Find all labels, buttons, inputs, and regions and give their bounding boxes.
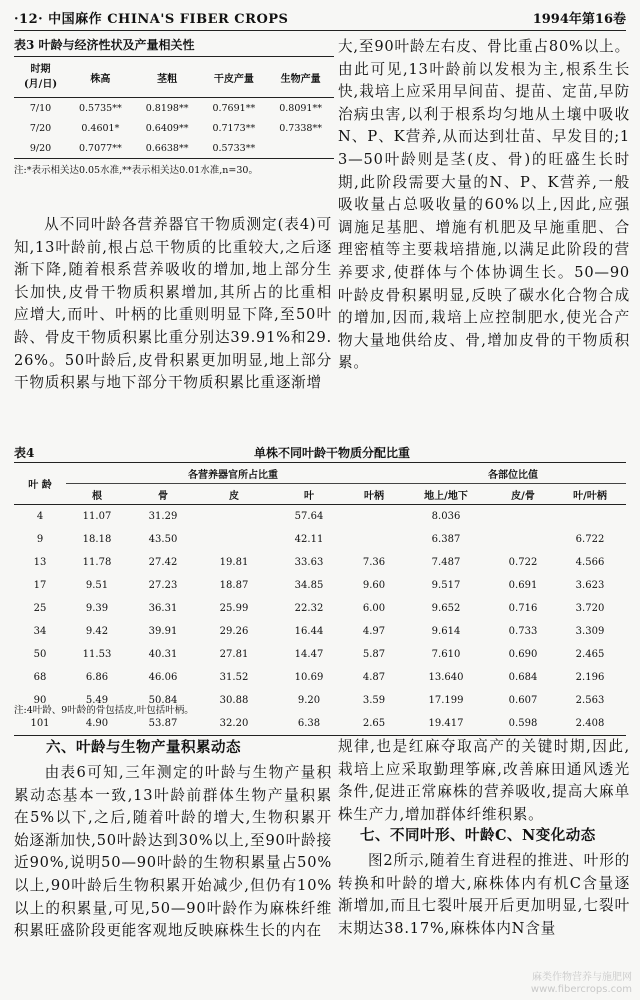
header-rule: [14, 30, 626, 31]
table4-cell: [348, 528, 400, 551]
table3-header-cell: 干皮产量: [200, 57, 267, 98]
table3-cell: 0.5735**: [78, 102, 122, 114]
table4-label: 表4: [14, 446, 35, 460]
table4-cell: 0.716: [508, 603, 538, 614]
table4-leaf-age-cell: 68: [33, 672, 47, 683]
table3-cell: 0.8091**: [279, 102, 322, 114]
table4-cell: 2.408: [554, 712, 626, 736]
table4-subheader-cell: 皮: [198, 484, 270, 505]
watermark: [531, 972, 632, 996]
table4-cell: 11.07: [82, 511, 112, 522]
table4-leaf-age-cell: 13: [33, 557, 47, 568]
table4-cell: 25.99: [219, 603, 249, 614]
table4-cell: [492, 528, 554, 551]
table4-cell: 0.733: [508, 626, 538, 637]
table4-cell: 14.47: [294, 649, 324, 660]
table4-cell: 9.42: [85, 626, 109, 637]
table4-cell: 27.81: [219, 649, 249, 660]
table3-cell: 7/10: [29, 102, 52, 114]
table4-leaf-age-cell: 25: [33, 603, 47, 614]
table4-cell: 0.722: [508, 557, 538, 568]
table4-cell: 7.36: [362, 557, 386, 568]
table4-subheader-cell: 叶/叶柄: [554, 484, 626, 505]
table4-subheader-cell: 根: [66, 484, 128, 505]
table4-row: [14, 505, 626, 529]
table4-cell: 46.06: [148, 672, 178, 683]
table3-header-row: [14, 57, 334, 98]
table3-cell: 0.8198**: [145, 102, 189, 114]
table3: [14, 56, 334, 159]
table3-header-cell: 茎粗: [134, 57, 201, 98]
table4-row: [14, 620, 626, 643]
table4-cell: 0.691: [508, 580, 538, 591]
table4-cell: 0.684: [508, 672, 538, 683]
table4-leaf-age-cell: 50: [33, 649, 47, 660]
table4: [14, 462, 626, 736]
table4-cell: 22.32: [294, 603, 324, 614]
table4-cell: 18.87: [219, 580, 249, 591]
table4-cell: 4.97: [362, 626, 386, 637]
table4-cell: 16.44: [294, 626, 324, 637]
table3-cell: 0.6409**: [145, 122, 189, 134]
section-6-title: 六、叶龄与生物产量积累动态: [46, 739, 241, 756]
table4-cell: 13.640: [428, 672, 464, 683]
table4-cell: 6.86: [85, 672, 109, 683]
table4-leaf-age-cell: 34: [33, 626, 47, 637]
table4-row: [14, 597, 626, 620]
table4-leaf-age-cell: 90: [33, 695, 47, 706]
table4-group-header: 各营养器官所占比重: [66, 463, 400, 484]
header-right-text: 1994年第16卷: [532, 12, 626, 27]
table3-cell: 0.4601*: [81, 122, 120, 134]
table3-row: [14, 138, 334, 159]
table3-cell: 9/20: [14, 138, 67, 159]
table4-cell: 4.90: [66, 712, 128, 736]
table4-cell: 9.652: [431, 603, 461, 614]
left-paragraph-1: [14, 214, 332, 395]
table4-cell: 27.23: [148, 580, 178, 591]
table4-cell: 6.387: [431, 534, 461, 545]
table4-cell: [492, 505, 554, 529]
table4-cell: 2.65: [348, 712, 400, 736]
table4-cell: 57.64: [294, 511, 324, 522]
watermark-line-1: 麻类作物营养与施肥网: [532, 972, 632, 983]
table4-cell: 2.196: [575, 672, 605, 683]
table4-cell: 6.00: [362, 603, 386, 614]
table4-subheader-cell: 骨: [128, 484, 198, 505]
table4-cell: 18.18: [82, 534, 112, 545]
header-left-text: ·12· 中国麻作 CHINA'S FIBER CROPS: [14, 12, 289, 27]
table4-cell: 5.87: [362, 649, 386, 660]
table4-cell: 4.566: [575, 557, 605, 568]
table4-cell: 9.51: [85, 580, 109, 591]
table4-cell: 7.610: [431, 649, 461, 660]
table4-cell: 5.49: [85, 695, 109, 706]
table4-subheader-cell: 皮/骨: [492, 484, 554, 505]
table4-cell: 40.31: [148, 649, 178, 660]
table4-cell: 0.690: [508, 649, 538, 660]
table4-cell: 32.20: [198, 712, 270, 736]
table4-cell: 3.309: [575, 626, 605, 637]
section-7-title: 七、不同叶形、叶龄C、N变化动态: [360, 827, 596, 844]
table4-cell: 50.84: [148, 695, 178, 706]
table4-subheader-cell: 叶: [270, 484, 348, 505]
table4-cell: 36.31: [148, 603, 178, 614]
watermark-line-2: www.fibercrops.com: [530, 984, 632, 995]
table4-cell: 27.42: [148, 557, 178, 568]
left-paragraph-2: [14, 762, 332, 943]
table4-cell: 3.623: [575, 580, 605, 591]
table4-cell: 7.487: [431, 557, 461, 568]
table4-leaf-age-cell: 101: [14, 712, 66, 736]
table4-cell: 29.26: [219, 626, 249, 637]
table4-cell: [554, 505, 626, 529]
table4-cell: 6.38: [270, 712, 348, 736]
table4-cell: 31.52: [219, 672, 249, 683]
table4-cell: 8.036: [431, 511, 461, 522]
table4-cell: 53.87: [128, 712, 198, 736]
table3-cell: 0.5733**: [200, 138, 267, 159]
table3-cell: 0.6638**: [134, 138, 201, 159]
right-paragraph-3: [338, 850, 630, 940]
table4-subheader-cell: 地上/地下: [400, 484, 492, 505]
right-paragraph-2: 规律,也是红麻夺取高产的关键时期,因此,栽培上应采取勤理筝麻,改善麻田通风透光条件,促进正常麻株的营养吸收,提高大麻单株生产力,增加群体纤维积累。: [338, 738, 630, 823]
table4-row: [14, 574, 626, 597]
table3-note: 注:*表示相关达0.05水准,**表示相关达0.01水准,n=30。: [14, 165, 258, 176]
right-paragraph-3-text: 图2所示,随着生育进程的推进、叶形的转换和叶龄的增大,麻株体内有机C含量逐渐增加,而且七裂叶展开后更加明显,七裂叶末期达38.17%,麻株体内N含量: [338, 852, 630, 937]
table3-header-cell: 株高: [67, 57, 134, 98]
table4-cell: 0.607: [508, 695, 538, 706]
table4-cell: 2.465: [575, 649, 605, 660]
table4-row: [14, 551, 626, 574]
table4-cell: 42.11: [294, 534, 324, 545]
table4-cell: 39.91: [148, 626, 178, 637]
table4-cell: 10.69: [294, 672, 324, 683]
table4-row: [14, 666, 626, 689]
table3-header-cell: 时期 (月/日): [14, 57, 67, 98]
table4-cell: 33.63: [294, 557, 324, 568]
table4-cell: 0.598: [492, 712, 554, 736]
table4-cell: 19.417: [400, 712, 492, 736]
table3-row: [14, 98, 334, 119]
table4-leaf-age-cell: 9: [36, 534, 44, 545]
right-paragraph-1: 大,至90叶龄左右皮、骨比重占80%以上。由此可见,13叶龄前以发根为主,根系生长快,栽培上应采用早间苗、提苗、定苗,早防治病虫害,以利于根系均匀地从土壤中吸收N、P、K营养,从而达到壮苗、早发目的;13—50叶龄则是茎(皮、骨)的旺盛生长时期,此阶段需要大量的N、P、K营养,一般吸收量占总吸收量的60%以上,因此,应强调施足基肥、增施有机肥及早施重肥、合理密植等主要栽培措施,以满足此阶段的营养要求,使群体与个体协调生长。50—90叶龄皮骨积累明显,反映了碳水化合物合成的增加,因而,栽培上应控制肥水,使光合产物大量地供给皮、骨,增加皮骨的干物质积累。: [338, 38, 630, 372]
table4-cell: 4.87: [362, 672, 386, 683]
table4-group-header: 各部位比值: [400, 463, 626, 484]
table4-cell: 30.88: [219, 695, 249, 706]
page-header: [14, 6, 626, 28]
table4-cell: 9.614: [431, 626, 461, 637]
table4-subheader-row: [14, 484, 626, 505]
table4-leaf-age-cell: 4: [36, 511, 44, 522]
table4-title: 单株不同叶龄干物质分配比重: [254, 446, 411, 460]
table4-header-leaf-age: 叶 龄: [14, 463, 66, 505]
table4-row: [14, 643, 626, 666]
table4-cell: 9.39: [85, 603, 109, 614]
left-paragraph-2-text: 由表6可知,三年测定的叶龄与生物产量积累动态基本一致,13叶龄前群体生物产量积累在5%以下,之后,随着叶龄的增大,生物积累开始逐渐加快,50叶龄达到30%以上,至90叶龄接近90%,说明50—90叶龄的生物积累量占50%以上,90叶龄后生物积累开始减少,但仍有10%以上的积累量,可见,50—90叶龄作为麻株纤维积累旺盛阶段更能客观地反映麻株生长的内在: [14, 764, 332, 940]
table4-body: [14, 505, 626, 736]
table3-caption: 表3 叶龄与经济性状及产量相关性: [14, 38, 195, 52]
table3-cell: 0.7173**: [212, 122, 256, 134]
table4-cell: 9.20: [297, 695, 321, 706]
table4-cell: 3.720: [575, 603, 605, 614]
table4-cell: 6.722: [575, 534, 605, 545]
table4-cell: 11.53: [82, 649, 112, 660]
table3-header-cell: 生物产量: [267, 57, 334, 98]
table4-cell: 3.59: [362, 695, 386, 706]
table3-cell: [267, 138, 334, 159]
table4-cell: [198, 505, 270, 529]
table4-cell: 31.29: [148, 511, 178, 522]
table4-cell: 2.563: [575, 695, 605, 706]
table4-cell: [198, 528, 270, 551]
table4-subheader-cell: 叶柄: [348, 484, 400, 505]
table4-cell: 9.517: [431, 580, 461, 591]
table4-cell: 17.199: [428, 695, 464, 706]
table4-row: [14, 528, 626, 551]
table4-cell: 19.81: [219, 557, 249, 568]
table4-header-row: [14, 463, 626, 484]
table4-cell: 11.78: [82, 557, 112, 568]
table4-leaf-age-cell: 17: [33, 580, 47, 591]
table3-cell: 7/20: [29, 122, 52, 134]
left-paragraph-1-text: 从不同叶龄各营养器官干物质测定(表4)可知,13叶龄前,根占总干物质的比重较大,之后逐渐下降,随着根系营养吸收的增加,地上部分生长加快,皮骨干物质积累增加,其所占的比重相应增大,而叶、叶柄的比重则明显下降,至50叶龄、骨皮干物质积累比重分别达39.91%和29.26%。50叶龄后,皮骨积累更加明显,地上部分干物质积累与地下部分干物质积累比重逐渐增: [14, 216, 332, 392]
table3-cell: 0.7338**: [279, 122, 322, 134]
table4-note: 注:4叶龄、9叶龄的骨包括皮,叶包括叶柄。: [14, 705, 194, 716]
table3-row: [14, 118, 334, 138]
table4-cell: 43.50: [148, 534, 178, 545]
table3-cell: 0.7691**: [212, 102, 256, 114]
table4-cell: [348, 505, 400, 529]
table4-cell: 9.60: [362, 580, 386, 591]
table3-cell: 0.7077**: [67, 138, 134, 159]
table4-cell: 34.85: [294, 580, 324, 591]
